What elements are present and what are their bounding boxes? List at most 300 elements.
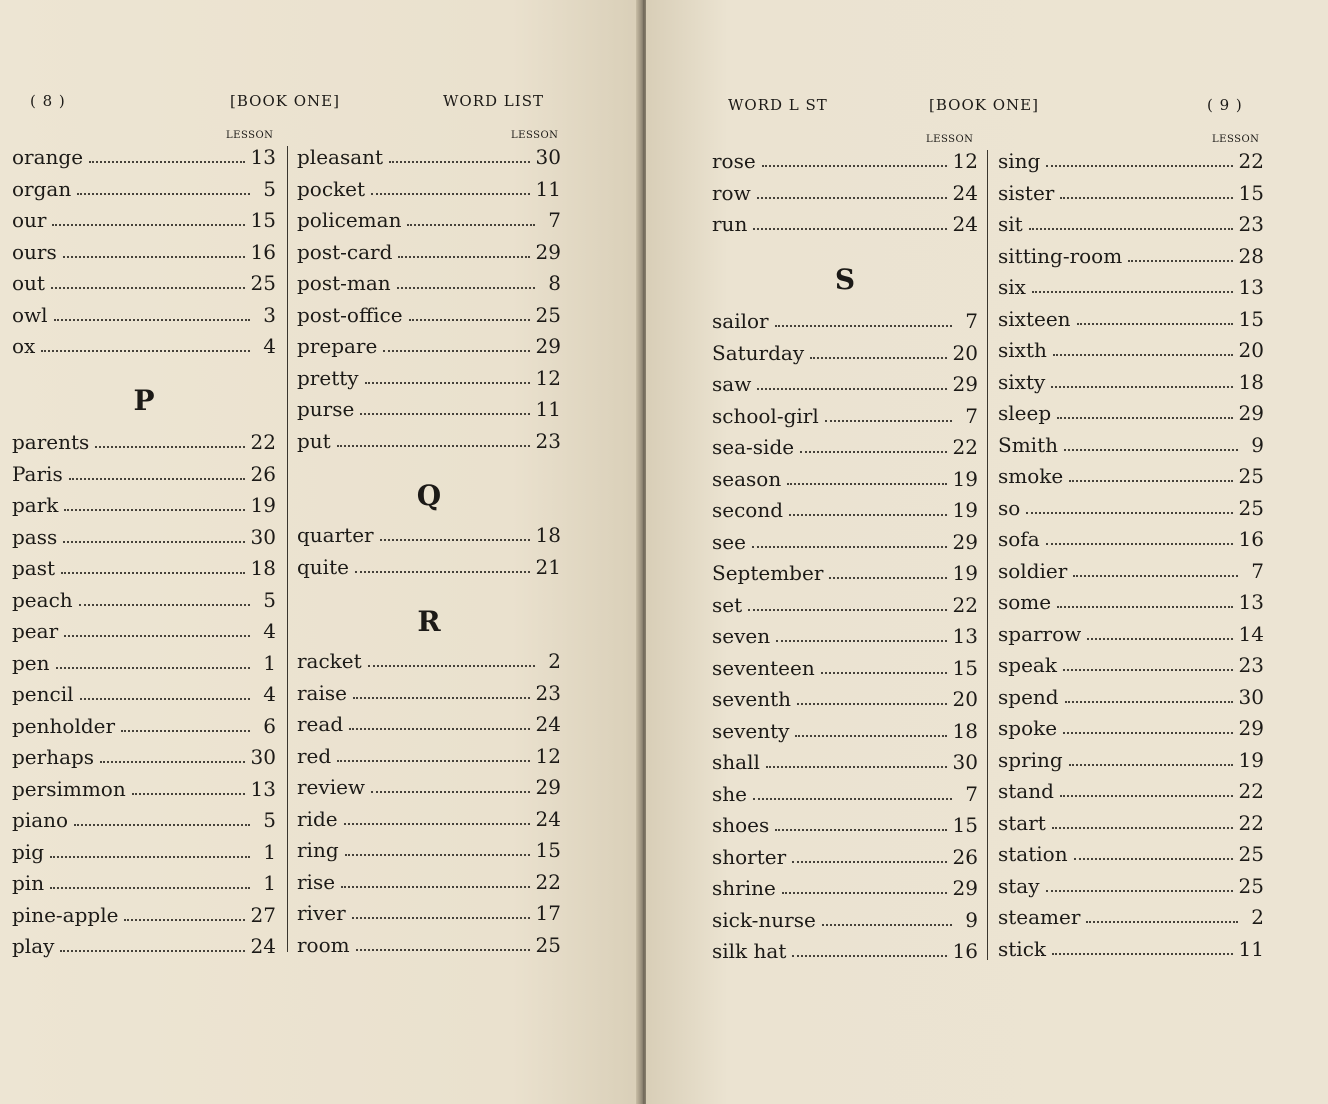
entry-lesson-number: 24: [952, 212, 978, 236]
entry-lesson-number: 29: [535, 775, 561, 799]
word-list-entry: [998, 461, 1264, 487]
entry-lesson-number: 6: [263, 713, 276, 738]
entry-lesson-number: 26: [952, 844, 978, 869]
entry-lesson-number: 25: [535, 932, 561, 957]
dot-leader: [51, 285, 245, 289]
entry-lesson-number: 22: [1238, 779, 1264, 803]
entry-lesson-number: 25: [1238, 495, 1264, 520]
dot-leader: [63, 539, 244, 543]
entry-lesson-number: 16: [952, 939, 978, 963]
word-list-entry: [998, 241, 1264, 267]
word-list-entry: [998, 776, 1264, 802]
entry-word: pretty: [297, 365, 359, 390]
entry-word: start: [998, 810, 1046, 835]
word-list-entry: [998, 934, 1264, 960]
entry-word: school-girl: [712, 403, 819, 428]
word-list-entry: [998, 713, 1264, 739]
entry-lesson-number: 15: [1238, 306, 1264, 331]
entry-word: stand: [998, 779, 1054, 803]
entry-lesson-number: 22: [1238, 810, 1264, 835]
entry-lesson-number: 30: [250, 745, 276, 769]
dot-leader: [1063, 730, 1232, 734]
entry-lesson-number: 30: [1238, 684, 1264, 709]
entry-lesson-number: 26: [250, 461, 276, 486]
entry-lesson-number: 19: [250, 493, 276, 517]
word-list-entry: [712, 527, 978, 553]
word-list-entry: [712, 779, 978, 805]
dot-leader: [64, 633, 250, 637]
entry-lesson-number: 29: [1238, 716, 1264, 740]
dot-leader: [352, 915, 530, 919]
word-list-entry: [712, 590, 978, 616]
dot-leader: [353, 695, 530, 699]
entry-lesson-number: 19: [952, 466, 978, 491]
word-list-entry: [12, 679, 276, 705]
word-list-entry: [12, 868, 276, 894]
word-list-entry: [712, 810, 978, 836]
entry-word: run: [712, 212, 748, 236]
word-list-entry: [998, 430, 1264, 456]
dot-leader: [124, 917, 244, 921]
entry-lesson-number: 22: [952, 435, 978, 459]
entry-word: post-card: [297, 239, 393, 264]
entry-word: pass: [12, 524, 58, 549]
entry-lesson-number: 16: [1238, 527, 1264, 551]
dot-leader: [1057, 415, 1232, 419]
entry-word: penholder: [12, 713, 116, 738]
word-list-entry: [998, 209, 1264, 235]
word-list-entry: [712, 209, 978, 235]
entry-word: second: [712, 498, 784, 522]
entry-word: organ: [12, 176, 72, 201]
word-list-entry: [12, 553, 276, 579]
entry-lesson-number: 24: [535, 806, 561, 831]
entry-lesson-number: 22: [952, 592, 978, 617]
entry-lesson-number: 13: [250, 776, 276, 801]
entry-word: Paris: [12, 461, 63, 486]
dot-leader: [121, 728, 250, 732]
dot-leader: [821, 670, 947, 674]
word-list-entry: [12, 522, 276, 548]
dot-leader: [775, 323, 952, 327]
entry-lesson-number: 15: [952, 813, 978, 837]
entry-word: ring: [297, 838, 339, 862]
word-list-entry: [297, 867, 561, 893]
dot-leader: [344, 821, 530, 825]
dot-leader: [1064, 447, 1238, 451]
dot-leader: [792, 859, 946, 863]
entry-lesson-number: 18: [535, 523, 561, 547]
left-page-number: ( 8 ): [30, 92, 66, 110]
entry-word: purse: [297, 397, 355, 421]
entry-lesson-number: 7: [1251, 558, 1264, 583]
section-letter-s: S: [834, 263, 856, 296]
dot-leader: [1069, 478, 1232, 482]
word-list-entry: [998, 587, 1264, 613]
dot-leader: [77, 191, 250, 195]
entry-word: put: [297, 428, 331, 453]
dot-leader: [775, 827, 946, 831]
entry-word: rise: [297, 869, 336, 894]
word-list-entry: [998, 808, 1264, 834]
word-list-entry: [297, 426, 561, 452]
entry-lesson-number: 1: [263, 650, 276, 675]
dot-leader: [1069, 762, 1233, 766]
dot-leader: [365, 380, 530, 384]
dot-leader: [383, 348, 529, 352]
entry-word: sleep: [998, 401, 1052, 425]
word-list-entry: [12, 900, 276, 926]
word-list-entry: [297, 205, 561, 231]
entry-lesson-number: 29: [1238, 401, 1264, 425]
entry-word: stay: [998, 873, 1040, 898]
dot-leader: [1060, 195, 1232, 199]
word-list-entry: [12, 142, 276, 168]
entry-word: shall: [712, 750, 760, 774]
dot-leader: [1074, 856, 1233, 860]
entry-word: Smith: [998, 432, 1058, 457]
left-book-label: [BOOK ONE]: [230, 92, 340, 110]
section-letter-p: P: [133, 384, 155, 417]
word-list-entry: [12, 931, 276, 957]
word-list-entry: [297, 835, 561, 861]
entry-lesson-number: 9: [1251, 432, 1264, 457]
entry-lesson-number: 23: [535, 428, 561, 453]
entry-lesson-number: 11: [535, 176, 561, 201]
entry-lesson-number: 24: [250, 934, 276, 958]
dot-leader: [337, 758, 529, 762]
word-list-entry: [297, 930, 561, 956]
entry-word: park: [12, 493, 59, 517]
entry-lesson-number: 29: [535, 334, 561, 358]
dot-leader: [1026, 510, 1232, 514]
entry-word: orange: [12, 145, 84, 169]
entry-word: owl: [12, 302, 48, 327]
word-list-entry: [297, 363, 561, 389]
dot-leader: [80, 696, 250, 700]
entry-word: quite: [297, 554, 349, 579]
entry-word: prepare: [297, 334, 378, 358]
entry-lesson-number: 2: [548, 649, 561, 673]
entry-word: smoke: [998, 464, 1064, 488]
entry-lesson-number: 1: [263, 839, 276, 864]
dot-leader: [69, 476, 245, 480]
left-col2-lesson-label: LESSON: [511, 130, 559, 141]
dot-leader: [349, 726, 529, 730]
dot-leader: [1046, 888, 1233, 892]
dot-leader: [356, 947, 530, 951]
dot-leader: [368, 663, 535, 667]
word-list-entry: [998, 272, 1264, 298]
dot-leader: [776, 638, 946, 642]
word-list-entry: [297, 520, 561, 546]
word-list-entry: [12, 805, 276, 831]
dot-leader: [341, 884, 529, 888]
dot-leader: [1128, 258, 1232, 262]
word-list-entry: [712, 716, 978, 742]
entry-lesson-number: 9: [965, 907, 978, 932]
entry-word: soldier: [998, 558, 1068, 583]
dot-leader: [89, 159, 245, 163]
dot-leader: [52, 222, 244, 226]
word-list-entry: [297, 741, 561, 767]
entry-lesson-number: 21: [535, 554, 561, 579]
entry-word: sixteen: [998, 306, 1071, 331]
entry-word: our: [12, 208, 47, 232]
word-list-entry: [12, 490, 276, 516]
word-list-entry: [998, 871, 1264, 897]
left-page: [0, 0, 640, 1104]
right-column-divider: [987, 150, 988, 960]
word-list-entry: [12, 459, 276, 485]
word-list-entry: [712, 464, 978, 490]
entry-word: stick: [998, 936, 1047, 961]
entry-word: read: [297, 712, 344, 736]
word-list-entry: [12, 774, 276, 800]
entry-word: row: [712, 180, 751, 205]
entry-lesson-number: 18: [250, 556, 276, 580]
entry-word: speak: [998, 653, 1057, 677]
entry-lesson-number: 8: [548, 271, 561, 295]
word-list-entry: [297, 804, 561, 830]
word-list-entry: [998, 902, 1264, 928]
dot-leader: [50, 854, 250, 858]
word-list-entry: [12, 648, 276, 674]
entry-lesson-number: 1: [263, 871, 276, 895]
dot-leader: [795, 733, 946, 737]
dot-leader: [50, 885, 250, 889]
entry-lesson-number: 2: [1251, 905, 1264, 929]
right-col2-lesson-label: LESSON: [1212, 134, 1260, 145]
dot-leader: [789, 512, 947, 516]
entry-word: seventy: [712, 718, 790, 743]
entry-lesson-number: 25: [1238, 464, 1264, 488]
entry-lesson-number: 18: [952, 718, 978, 743]
dot-leader: [371, 789, 530, 793]
word-list-entry: [297, 142, 561, 168]
entry-word: pencil: [12, 682, 74, 706]
entry-word: sitting-room: [998, 243, 1123, 268]
dot-leader: [61, 570, 245, 574]
entry-lesson-number: 3: [263, 302, 276, 327]
entry-word: sit: [998, 212, 1023, 236]
dot-leader: [1063, 667, 1233, 671]
entry-word: seventh: [712, 687, 792, 711]
word-list-entry: [297, 552, 561, 578]
entry-word: pig: [12, 839, 45, 864]
entry-word: six: [998, 275, 1026, 299]
word-list-entry: [712, 936, 978, 962]
dot-leader: [766, 764, 947, 768]
word-list-entry: [998, 304, 1264, 330]
entry-lesson-number: 12: [535, 743, 561, 768]
entry-lesson-number: 15: [952, 655, 978, 680]
entry-lesson-number: 15: [535, 838, 561, 862]
entry-word: post-office: [297, 302, 403, 327]
word-list-entry: [712, 873, 978, 899]
word-list-entry: [297, 237, 561, 263]
word-list-entry: [297, 331, 561, 357]
dot-leader: [792, 953, 946, 957]
entry-lesson-number: 15: [1238, 180, 1264, 205]
entry-word: sea-side: [712, 435, 795, 459]
right-col1-lesson-label: LESSON: [926, 134, 974, 145]
dot-leader: [1057, 604, 1232, 608]
entry-word: sick-nurse: [712, 907, 816, 932]
word-list-entry: [998, 493, 1264, 519]
entry-lesson-number: 13: [1238, 275, 1264, 299]
entry-lesson-number: 5: [263, 587, 276, 612]
dot-leader: [41, 348, 250, 352]
dot-leader: [1052, 825, 1233, 829]
entry-word: shoes: [712, 813, 770, 837]
word-list-entry: [712, 432, 978, 458]
word-list-entry: [12, 331, 276, 357]
entry-lesson-number: 22: [1238, 149, 1264, 173]
entry-lesson-number: 24: [952, 180, 978, 205]
dot-leader: [389, 159, 529, 163]
entry-lesson-number: 17: [535, 901, 561, 925]
entry-lesson-number: 11: [535, 397, 561, 421]
entry-lesson-number: 23: [535, 680, 561, 705]
dot-leader: [1060, 793, 1233, 797]
entry-lesson-number: 5: [263, 808, 276, 832]
entry-lesson-number: 29: [535, 239, 561, 264]
entry-lesson-number: 19: [952, 498, 978, 522]
dot-leader: [132, 791, 245, 795]
entry-lesson-number: 7: [548, 208, 561, 232]
word-list-entry: [297, 174, 561, 200]
entry-word: piano: [12, 808, 69, 832]
entry-lesson-number: 12: [952, 149, 978, 173]
left-column-2: [297, 0, 561, 1104]
dot-leader: [54, 317, 250, 321]
dot-leader: [60, 948, 244, 952]
word-list-entry: [12, 585, 276, 611]
entry-lesson-number: 14: [1238, 621, 1264, 646]
entry-lesson-number: 16: [250, 239, 276, 264]
word-list-entry: [712, 338, 978, 364]
word-list-entry: [998, 650, 1264, 676]
word-list-entry: [712, 401, 978, 427]
entry-word: spend: [998, 684, 1059, 709]
entry-lesson-number: 22: [250, 430, 276, 454]
entry-word: see: [712, 529, 746, 554]
entry-word: pocket: [297, 176, 366, 201]
left-page-title: WORD LIST: [443, 92, 544, 110]
entry-word: quarter: [297, 523, 374, 547]
entry-word: season: [712, 466, 782, 491]
dot-leader: [752, 544, 947, 548]
dot-leader: [1077, 321, 1233, 325]
word-list-entry: [12, 837, 276, 863]
entry-lesson-number: 30: [952, 750, 978, 774]
dot-leader: [1073, 573, 1238, 577]
section-letter-r: R: [417, 605, 441, 638]
entry-word: raise: [297, 680, 347, 705]
entry-word: post-man: [297, 271, 391, 295]
dot-leader: [74, 822, 250, 826]
entry-lesson-number: 20: [952, 340, 978, 365]
dot-leader: [1046, 541, 1233, 545]
word-list-entry: [998, 524, 1264, 550]
entry-word: steamer: [998, 905, 1081, 929]
dot-leader: [1052, 951, 1233, 955]
dot-leader: [1046, 163, 1232, 167]
dot-leader: [753, 796, 952, 800]
dot-leader: [1065, 699, 1233, 703]
word-list-entry: [12, 742, 276, 768]
entry-word: silk hat: [712, 939, 787, 963]
entry-lesson-number: 22: [535, 869, 561, 894]
word-list-entry: [712, 621, 978, 647]
dot-leader: [337, 443, 530, 447]
word-list-entry: [998, 556, 1264, 582]
word-list-entry: [12, 427, 276, 453]
entry-word: sister: [998, 180, 1055, 205]
word-list-entry: [297, 268, 561, 294]
entry-word: spring: [998, 747, 1063, 772]
entry-word: station: [998, 842, 1068, 866]
word-list-entry: [998, 745, 1264, 771]
entry-lesson-number: 20: [952, 687, 978, 711]
entry-lesson-number: 23: [1238, 212, 1264, 236]
entry-word: ride: [297, 806, 338, 831]
word-list-entry: [998, 398, 1264, 424]
dot-leader: [95, 444, 244, 448]
entry-word: play: [12, 934, 55, 958]
word-list-entry: [712, 684, 978, 710]
entry-word: she: [712, 781, 747, 806]
dot-leader: [825, 418, 952, 422]
right-page-number: ( 9 ): [1207, 96, 1243, 114]
entry-lesson-number: 28: [1238, 243, 1264, 268]
entry-lesson-number: 25: [250, 271, 276, 295]
word-list-entry: [297, 300, 561, 326]
word-list-entry: [12, 205, 276, 231]
entry-word: pear: [12, 619, 59, 643]
dot-leader: [753, 226, 946, 230]
entry-word: room: [297, 932, 350, 957]
word-list-entry: [998, 839, 1264, 865]
word-list-entry: [297, 772, 561, 798]
entry-word: saw: [712, 372, 752, 396]
word-list-entry: [712, 146, 978, 172]
entry-lesson-number: 13: [250, 145, 276, 169]
entry-word: sparrow: [998, 621, 1082, 646]
right-page: [646, 0, 1328, 1104]
entry-lesson-number: 18: [1238, 369, 1264, 394]
word-list-entry: [12, 174, 276, 200]
word-list-entry: [998, 146, 1264, 172]
entry-word: racket: [297, 649, 362, 673]
entry-word: spoke: [998, 716, 1058, 740]
dot-leader: [79, 602, 250, 606]
dot-leader: [1053, 352, 1233, 356]
word-list-entry: [12, 300, 276, 326]
word-list-entry: [12, 268, 276, 294]
entry-word: shrine: [712, 876, 776, 900]
dot-leader: [1032, 289, 1233, 293]
entry-lesson-number: 25: [535, 302, 561, 327]
dot-leader: [360, 411, 529, 415]
entry-word: policeman: [297, 208, 402, 232]
entry-word: red: [297, 743, 332, 768]
word-list-entry: [297, 646, 561, 672]
entry-word: sixth: [998, 338, 1047, 362]
dot-leader: [782, 890, 947, 894]
entry-lesson-number: 7: [965, 781, 978, 806]
